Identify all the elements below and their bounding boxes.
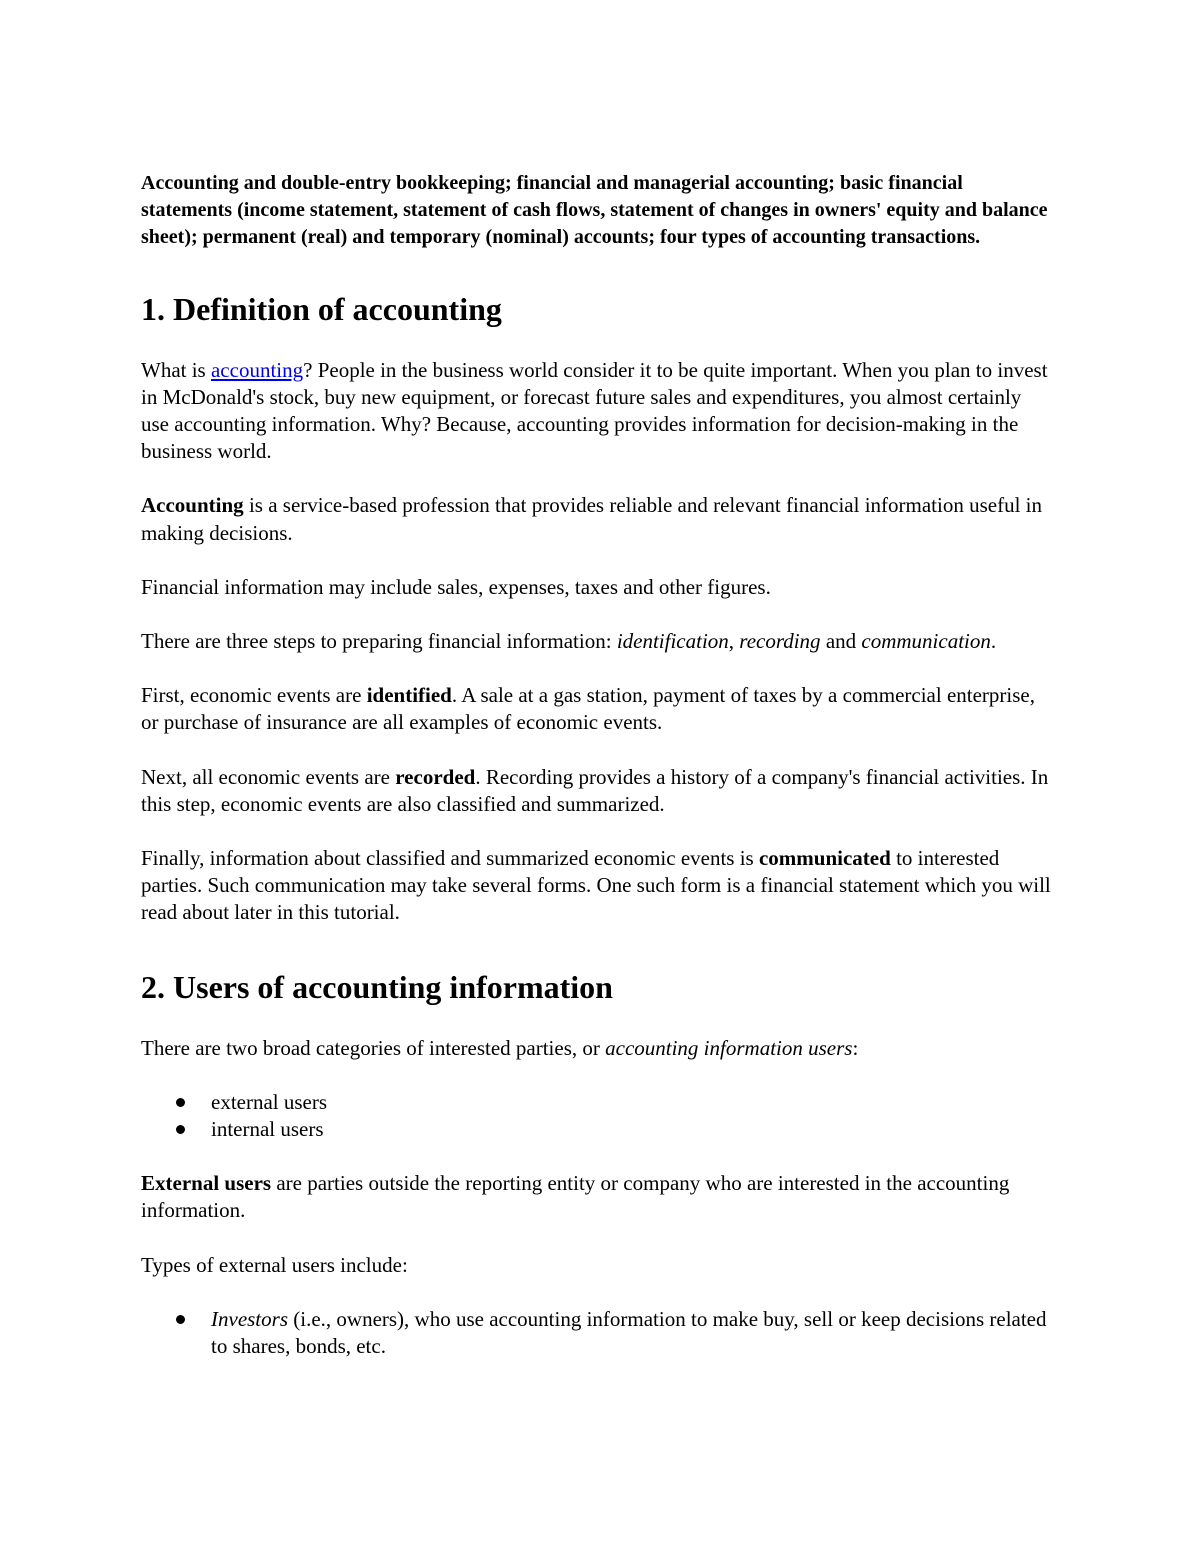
section-heading-users: 2. Users of accounting information: [141, 968, 613, 1005]
text: There are two broad categories of interested parties, or: [141, 1035, 606, 1060]
italic-term: identification: [616, 629, 729, 654]
list-item: [141, 1089, 1051, 1116]
definition-paragraph-4: [141, 628, 1051, 655]
definition-paragraph-6: [141, 764, 1051, 818]
list-item: [141, 1116, 1051, 1143]
italic-term: recording: [739, 629, 821, 654]
text: and: [820, 629, 862, 654]
definition-paragraph-2: [141, 492, 1051, 546]
bold-term: recorded: [395, 764, 476, 789]
user-categories-list: [141, 1089, 1051, 1143]
bullet-icon: [176, 1315, 185, 1324]
external-user-types-list: [141, 1306, 1051, 1360]
italic-term: Investors: [211, 1306, 288, 1331]
definition-paragraph-5: [141, 682, 1051, 736]
accounting-link[interactable]: accounting: [210, 357, 304, 382]
italic-term: communication: [861, 629, 991, 654]
text: Next, all economic events are: [141, 764, 396, 789]
document-page: [141, 170, 1051, 1360]
text: . Recording provides a history of a company's financial activities. In this step, economic events are also classified and summarized.: [141, 764, 1049, 816]
text: (i.e., owners), who use accounting information to make buy, sell or keep decisions related to shares, bonds, etc.: [211, 1306, 1047, 1359]
text: .: [990, 629, 997, 654]
italic-term: accounting information users: [605, 1035, 853, 1060]
bullet-icon: [176, 1098, 185, 1107]
section-heading-definition: 1. Definition of accounting: [141, 290, 502, 327]
text: :: [852, 1035, 859, 1060]
list-item: [141, 1306, 1051, 1360]
text: First, economic events are: [141, 683, 367, 708]
text: is a service-based profession that provides reliable and relevant financial information useful in making decisions.: [141, 493, 1042, 545]
text: are parties outside the reporting entity or company who are interested in the accounting information.: [141, 1171, 1010, 1223]
list-item-label: internal users: [211, 1117, 324, 1142]
bold-term: External users: [141, 1171, 272, 1196]
bullet-icon: [176, 1125, 185, 1134]
bold-term: Accounting: [141, 493, 244, 518]
users-paragraph-3: Types of external users include:: [141, 1252, 408, 1277]
definition-paragraph-3: Financial information may include sales, expenses, taxes and other figures.: [141, 574, 771, 599]
users-paragraph-2: [141, 1170, 1051, 1224]
text: Finally, information about classified and summarized economic events is: [141, 846, 759, 871]
text: ,: [728, 629, 740, 654]
bold-term: communicated: [758, 846, 891, 871]
users-paragraph-1: [141, 1035, 1051, 1062]
intro-summary: Accounting and double-entry bookkeeping; financial and managerial accounting; basic financial statements (income statement, statement of cash flows, statement of changes in owners' equity and balance sheet); permanent (real) and temporary (nominal) accounts; four types of accounting transactions.: [141, 172, 1048, 249]
bold-term: identified: [366, 683, 452, 708]
text: There are three steps to preparing financial information:: [141, 629, 617, 654]
text: . A sale at a gas station, payment of taxes by a commercial enterprise, or purchase of insurance are all examples of economic events.: [141, 683, 1035, 735]
text: ? People in the business world consider it to be quite important. When you plan to invest in McDonald's stock, buy new equipment, or forecast future sales and expenditures, you almost certainly use accounting information. Why? Because, accounting provides information for decision-making in the business world.: [141, 357, 1048, 464]
text: to interested parties. Such communication may take several forms. One such form is a financial statement which you will read about later in this tutorial.: [141, 846, 1051, 925]
definition-paragraph-1: [141, 357, 1051, 466]
text: What is: [141, 357, 211, 382]
definition-paragraph-7: [141, 845, 1051, 927]
list-item-label: external users: [211, 1089, 328, 1114]
